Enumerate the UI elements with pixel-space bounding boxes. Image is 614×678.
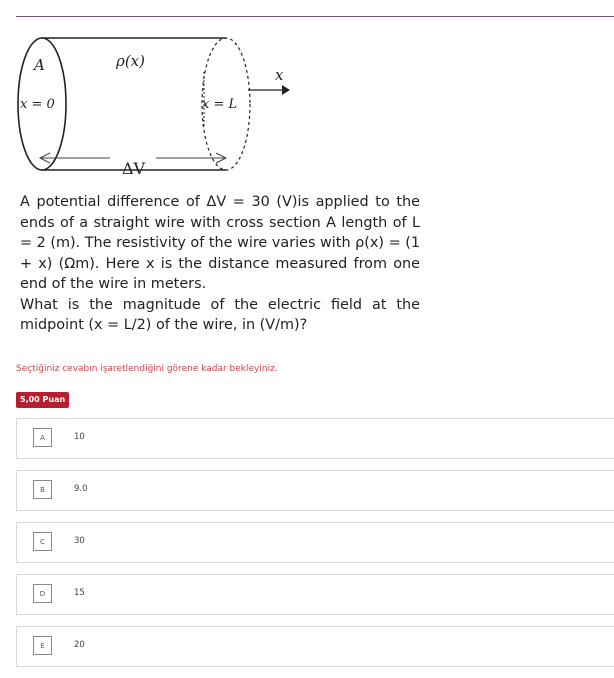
option-a[interactable]: [16, 418, 614, 459]
x-axis-label: x: [275, 66, 284, 84]
option-c[interactable]: [16, 522, 614, 563]
top-divider: [16, 16, 614, 17]
question-paragraph-2: What is the magnitude of the electric field at the midpoint (x = L/2) of the wire, in (V/m)?: [20, 296, 420, 333]
x0-label: x = 0: [20, 97, 55, 112]
option-value: 9.0: [74, 484, 88, 494]
option-value: 30: [74, 536, 85, 546]
wire-diagram: [16, 30, 316, 180]
option-value: 15: [74, 588, 85, 598]
option-value: 20: [74, 640, 85, 650]
option-letter: C: [33, 532, 52, 551]
deltaV-label: ΔV: [122, 159, 146, 178]
option-letter: D: [33, 584, 52, 603]
option-e[interactable]: [16, 626, 614, 667]
question-paragraph-1: A potential difference of ΔV = 30 (V)is applied to the ends of a straight wire with cross section A length of L = 2 (m). The resistivity of the wire varies with ρ(x) = (1 + x) (Ωm). Here x is the distance measured from one end of the wire in meters.: [20, 194, 421, 292]
option-d[interactable]: [16, 574, 614, 615]
rho-label: ρ(x): [116, 52, 145, 70]
answer-options: [16, 418, 614, 678]
selection-notice: Seçtiğiniz cevabın işaretlendiğini görene kadar bekleyiniz.: [16, 364, 278, 374]
option-value: 10: [74, 432, 85, 442]
area-label: A: [34, 56, 45, 74]
x-axis-arrowhead: [282, 85, 290, 95]
points-badge: 5,00 Puan: [16, 392, 69, 408]
option-letter: A: [33, 428, 52, 447]
xL-label: x = L: [202, 97, 238, 112]
option-letter: B: [33, 480, 52, 499]
option-b[interactable]: [16, 470, 614, 511]
question-text: [20, 192, 420, 336]
option-letter: E: [33, 636, 52, 655]
